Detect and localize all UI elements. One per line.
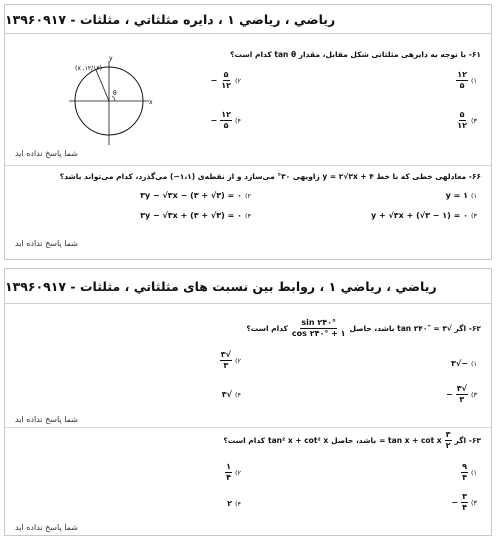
q63-mid: باشد، حاصل [331,436,377,445]
panel-title [5,269,491,304]
question-panel-1 [4,4,492,260]
q62-option-1[interactable] [451,359,477,368]
option-number: ۳) [470,116,477,125]
q62-option-2[interactable] [220,351,241,370]
denominator: ۱۲ [221,81,231,90]
option-number: ۴) [234,499,241,508]
option-number: ۲) [244,191,251,200]
denominator: ۲ [445,441,451,450]
numerator: ۳ [445,430,451,439]
minus-sign: − [210,116,218,125]
denominator: ۱ + cos ۲۴۰° [291,329,346,338]
option-fraction [456,71,468,90]
q62-prefix: ۶۲- اگر √۳ = ″۲۴۰ tan باشد، حاصل [349,324,481,333]
option-number: ۱) [470,76,477,85]
q63-given-fraction [445,431,452,450]
numerator: ۹ [462,462,467,471]
option-fraction [220,351,232,370]
question-panel-2 [4,268,492,536]
unit-circle-figure [65,55,161,151]
q66-option-1[interactable] [446,191,477,200]
denominator: ۳ [223,361,229,370]
divider [5,165,491,166]
q62-fraction [291,319,347,338]
option-number: ۱) [470,359,477,368]
option-expression: ۲ [227,499,232,508]
option-fraction [220,71,232,90]
divider [5,427,491,428]
panel-title-text: رياضي ، رياضي ۱ ، دايره مثلثاتي ، مثلثات - ۱۳۹۶۰۹۱۷ [5,11,336,27]
radius-line [96,70,109,101]
numerator: sin ۲۴۰° [301,318,337,327]
option-fraction [461,463,468,482]
point-label: (x ,۱۲/۱۳) [75,65,102,72]
option-expression: ۳y − √۳x − (۳ + √۳) = ۰ [140,191,242,200]
numerator: ۵ [459,110,465,119]
denominator: ۴ [462,503,467,512]
no-answer-label: شما پاسخ نداده ايد [15,149,78,158]
x-axis-label: x [149,99,153,106]
denominator: ۴ [462,473,467,482]
q63-option-3[interactable] [451,493,477,512]
option-expression: ۳y − √۳x + (۳ + √۳) = ۰ [140,211,242,220]
option-expression: −√۳ [451,359,468,368]
minus-sign: − [451,498,459,507]
numerator: √۳ [220,350,231,359]
option-fraction [456,111,468,130]
numerator: ۵ [223,70,229,79]
denominator: ۵ [223,121,229,130]
q63-expression: tan² x + cot² x [268,436,329,445]
option-number: ۲) [234,468,241,477]
q63-option-2[interactable] [225,463,241,482]
option-number: ۱) [470,468,477,477]
question-63-text [223,431,481,450]
minus-sign: − [210,76,218,85]
numerator: ۱ [226,462,231,471]
q61-option-4[interactable] [210,111,241,130]
denominator: ۱۲ [457,121,467,130]
denominator: ۴ [226,473,231,482]
q63-given-lhs: tan x + cot x = [379,436,442,445]
q62-option-4[interactable] [222,390,241,399]
panel-title-text: رياضي ، رياضي ۱ ، روابط بين نسبت های مثلثاتي ، مثلثات - ۱۳۹۶۰۹۱۷ [5,278,437,294]
minus-sign: − [446,390,453,399]
option-number: ۴) [234,390,241,399]
option-fraction [220,111,232,130]
numerator: √۳ [456,384,467,393]
option-number: ۳) [470,390,477,399]
numerator: ۱۲ [221,110,231,119]
no-answer-label: شما پاسخ نداده ايد [15,239,78,248]
question-61-text: ۶۱- با توجه به دايرهی مثلثاتی شكل مقابل، مقدار tan θ كدام است؟ [230,50,481,59]
question-62-text [246,319,481,338]
option-number: ۲) [234,356,241,365]
q63-suffix: كدام است؟ [223,436,266,445]
q62-suffix: كدام است؟ [246,324,288,333]
option-number: ۴) [234,116,241,125]
option-expression: √۳ [221,390,232,399]
q66-option-4[interactable] [140,211,251,220]
option-expression: y + √۳x + (√۳ − ۱) = ۰ [370,211,468,220]
theta-label: θ [113,90,117,97]
option-fraction [225,463,232,482]
option-number: ۳) [470,498,477,507]
numerator: ۱۲ [457,70,467,79]
option-number: ۲) [234,76,241,85]
panel-title [5,5,491,34]
no-answer-label: شما پاسخ نداده ايد [15,523,78,532]
q63-option-4[interactable] [227,499,241,508]
denominator: ۳ [459,395,465,404]
option-number: ۴) [244,211,251,220]
q63-option-1[interactable] [461,463,477,482]
y-axis-label: y [109,55,113,62]
q66-option-3[interactable] [371,211,477,220]
option-number: ۳) [470,211,477,220]
q63-prefix: ۶۳- اگر [454,436,481,445]
q62-option-3[interactable] [446,385,477,404]
numerator: ۳ [462,492,467,501]
no-answer-label: شما پاسخ نداده ايد [15,415,78,424]
q61-option-3[interactable] [456,111,477,130]
denominator: ۵ [459,81,465,90]
question-66-text: ۶۶- معادلهی خطی كه با خط y = ۲√۳x + ۴ زاويهی ۳۰° می‌سازد و از نقطه‌ی (۱،۱−) می‌گذرد، كدام می‌تواند باشد؟ [59,172,481,181]
option-expression: y = ۱ [445,191,468,200]
q61-option-1[interactable] [456,71,477,90]
q61-option-2[interactable] [210,71,241,90]
option-number: ۱) [470,191,477,200]
option-fraction [461,493,468,512]
q66-option-2[interactable] [140,191,251,200]
option-fraction [456,385,468,404]
